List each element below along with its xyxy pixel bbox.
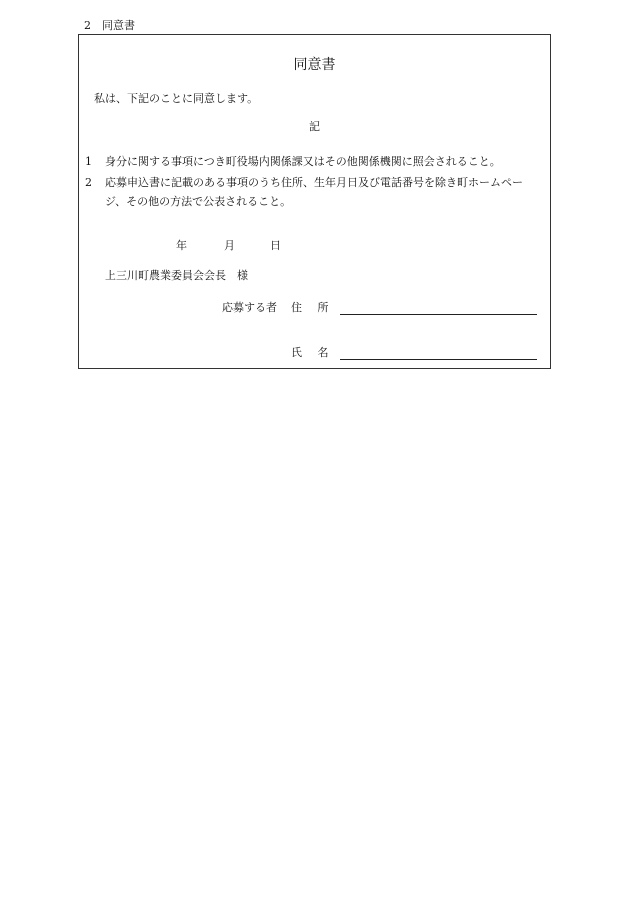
section-heading [84, 20, 135, 31]
item-number: 1 [85, 155, 92, 168]
item-text-line: 応募申込書に記載のある事項のうち住所、生年月日及び電話番号を除き町ホームペー [105, 176, 523, 189]
form-title: 同意書 [293, 57, 336, 73]
item-number: 2 [85, 176, 92, 189]
name-label: 氏 名 [291, 346, 335, 359]
consent-form [78, 34, 551, 369]
name-signature-line[interactable] [340, 359, 537, 360]
item-text-line: ジ、その他の方法で公表されること。 [105, 195, 292, 208]
date-month-label: 月 [224, 239, 235, 252]
ki-heading: 記 [309, 120, 320, 133]
address-signature-line[interactable] [340, 314, 537, 315]
section-number: 2 [84, 19, 91, 32]
applicant-label: 応募する者 [222, 301, 277, 314]
date-day-label: 日 [270, 239, 281, 252]
date-year-label: 年 [176, 239, 187, 252]
address-label: 住 所 [291, 301, 335, 314]
consent-statement: 私は、下記のことに同意します。 [94, 92, 259, 105]
recipient: 上三川町農業委員会会長 様 [105, 269, 248, 282]
section-heading-text: 同意書 [102, 19, 135, 32]
item-text-line: 身分に関する事項につき町役場内関係課又はその他関係機関に照会されること。 [105, 155, 501, 168]
